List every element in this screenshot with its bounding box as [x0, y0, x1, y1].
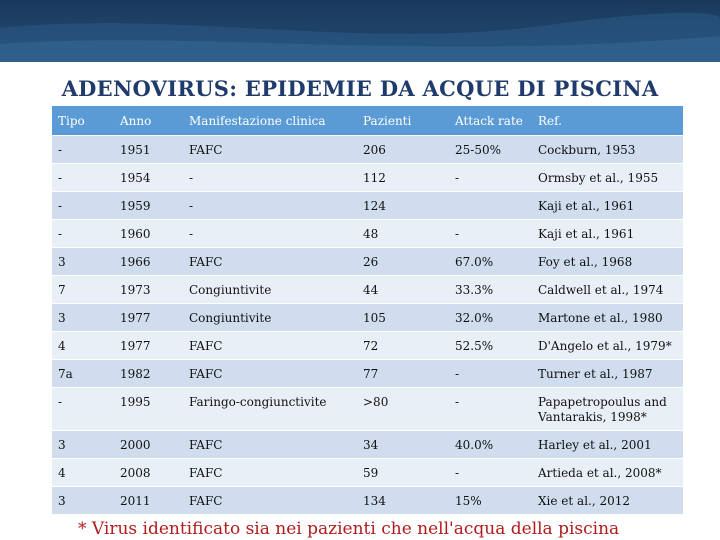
table-cell-manifestazione: FAFC: [183, 487, 357, 515]
table-cell-tipo: 7: [52, 276, 114, 304]
table-cell-anno: 1977: [114, 332, 183, 360]
header-band: [0, 0, 720, 62]
table-cell-attack-rate: -: [449, 459, 532, 487]
table-cell-ref: Foy et al., 1968: [532, 248, 683, 276]
table-cell-tipo: 3: [52, 304, 114, 332]
table-cell-manifestazione: -: [183, 192, 357, 220]
slide-title: ADENOVIRUS: EPIDEMIE DA ACQUE DI PISCINA: [61, 76, 659, 101]
column-header-tipo: Tipo: [52, 106, 114, 136]
table-cell-pazienti: 105: [357, 304, 449, 332]
table-row: [52, 487, 683, 515]
column-header-pazienti: Pazienti: [357, 106, 449, 136]
table-cell-attack-rate: 67.0%: [449, 248, 532, 276]
table-cell-anno: 1959: [114, 192, 183, 220]
table-cell-anno: 2000: [114, 431, 183, 459]
table-cell-pazienti: >80: [357, 388, 449, 431]
column-header-attack-rate: Attack rate: [449, 106, 532, 136]
table-cell-ref: Papapetropoulus and Vantarakis, 1998*: [532, 388, 683, 431]
table-cell-ref: Cockburn, 1953: [532, 136, 683, 164]
table-row: [52, 276, 683, 304]
table-cell-ref: Martone et al., 1980: [532, 304, 683, 332]
column-header-ref: Ref.: [532, 106, 683, 136]
table-cell-anno: 1966: [114, 248, 183, 276]
decorative-wave-graphic: [0, 0, 720, 62]
data-table-container: [52, 106, 683, 515]
table-cell-tipo: 4: [52, 332, 114, 360]
table-cell-tipo: -: [52, 164, 114, 192]
table-cell-anno: 2008: [114, 459, 183, 487]
table-cell-pazienti: 77: [357, 360, 449, 388]
table-cell-manifestazione: FAFC: [183, 431, 357, 459]
table-cell-ref: Turner et al., 1987: [532, 360, 683, 388]
table-cell-ref: Xie et al., 2012: [532, 487, 683, 515]
table-cell-manifestazione: FAFC: [183, 360, 357, 388]
table-cell-attack-rate: 40.0%: [449, 431, 532, 459]
table-cell-tipo: 3: [52, 487, 114, 515]
table-cell-ref: Artieda et al., 2008*: [532, 459, 683, 487]
table-cell-anno: 1995: [114, 388, 183, 431]
table-cell-attack-rate: 32.0%: [449, 304, 532, 332]
table-cell-anno: 2011: [114, 487, 183, 515]
table-cell-ref: Ormsby et al., 1955: [532, 164, 683, 192]
column-header-manifestazione: Manifestazione clinica: [183, 106, 357, 136]
table-cell-attack-rate: -: [449, 220, 532, 248]
table-cell-manifestazione: FAFC: [183, 136, 357, 164]
table-cell-tipo: 4: [52, 459, 114, 487]
table-cell-ref: Kaji et al., 1961: [532, 220, 683, 248]
table-cell-pazienti: 134: [357, 487, 449, 515]
table-cell-pazienti: 72: [357, 332, 449, 360]
table-cell-attack-rate: -: [449, 360, 532, 388]
table-cell-manifestazione: FAFC: [183, 332, 357, 360]
footnote: * Virus identificato sia nei pazienti che nell'acqua della piscina: [78, 519, 620, 539]
table-cell-attack-rate: -: [449, 388, 532, 431]
table-cell-pazienti: 124: [357, 192, 449, 220]
table-cell-pazienti: 59: [357, 459, 449, 487]
table-header-row: [52, 106, 683, 136]
table-cell-manifestazione: -: [183, 220, 357, 248]
table-cell-anno: 1960: [114, 220, 183, 248]
table-cell-anno: 1954: [114, 164, 183, 192]
table-cell-manifestazione: Faringo-congiunctivite: [183, 388, 357, 431]
table-cell-tipo: 3: [52, 248, 114, 276]
table-cell-anno: 1951: [114, 136, 183, 164]
table-cell-pazienti: 206: [357, 136, 449, 164]
table-cell-attack-rate: 25-50%: [449, 136, 532, 164]
table-body: [52, 136, 683, 515]
table-cell-tipo: -: [52, 136, 114, 164]
table-cell-attack-rate: 52.5%: [449, 332, 532, 360]
table-cell-tipo: 3: [52, 431, 114, 459]
table-cell-attack-rate: 33.3%: [449, 276, 532, 304]
table-row: [52, 164, 683, 192]
table-cell-tipo: -: [52, 192, 114, 220]
table-cell-anno: 1977: [114, 304, 183, 332]
table-cell-manifestazione: Congiuntivite: [183, 276, 357, 304]
table-cell-tipo: 7a: [52, 360, 114, 388]
table-row: [52, 431, 683, 459]
table-cell-ref: Harley et al., 2001: [532, 431, 683, 459]
table-cell-pazienti: 48: [357, 220, 449, 248]
table-cell-tipo: -: [52, 388, 114, 431]
table-cell-attack-rate: 15%: [449, 487, 532, 515]
table-row: [52, 220, 683, 248]
table-cell-pazienti: 112: [357, 164, 449, 192]
table-cell-pazienti: 44: [357, 276, 449, 304]
table-row: [52, 136, 683, 164]
table-cell-attack-rate: [449, 192, 532, 220]
table-row: [52, 459, 683, 487]
table-row: [52, 304, 683, 332]
table-cell-anno: 1982: [114, 360, 183, 388]
table-cell-manifestazione: -: [183, 164, 357, 192]
table-row: [52, 388, 683, 431]
table-cell-ref: Caldwell et al., 1974: [532, 276, 683, 304]
table-cell-manifestazione: Congiuntivite: [183, 304, 357, 332]
table-row: [52, 192, 683, 220]
table-row: [52, 248, 683, 276]
table-cell-tipo: -: [52, 220, 114, 248]
table-cell-pazienti: 34: [357, 431, 449, 459]
column-header-anno: Anno: [114, 106, 183, 136]
table-row: [52, 360, 683, 388]
table-cell-manifestazione: FAFC: [183, 459, 357, 487]
epidemics-table: [52, 106, 683, 515]
table-cell-attack-rate: -: [449, 164, 532, 192]
table-cell-pazienti: 26: [357, 248, 449, 276]
table-row: [52, 332, 683, 360]
table-cell-manifestazione: FAFC: [183, 248, 357, 276]
table-cell-anno: 1973: [114, 276, 183, 304]
table-cell-ref: D'Angelo et al., 1979*: [532, 332, 683, 360]
table-cell-ref: Kaji et al., 1961: [532, 192, 683, 220]
